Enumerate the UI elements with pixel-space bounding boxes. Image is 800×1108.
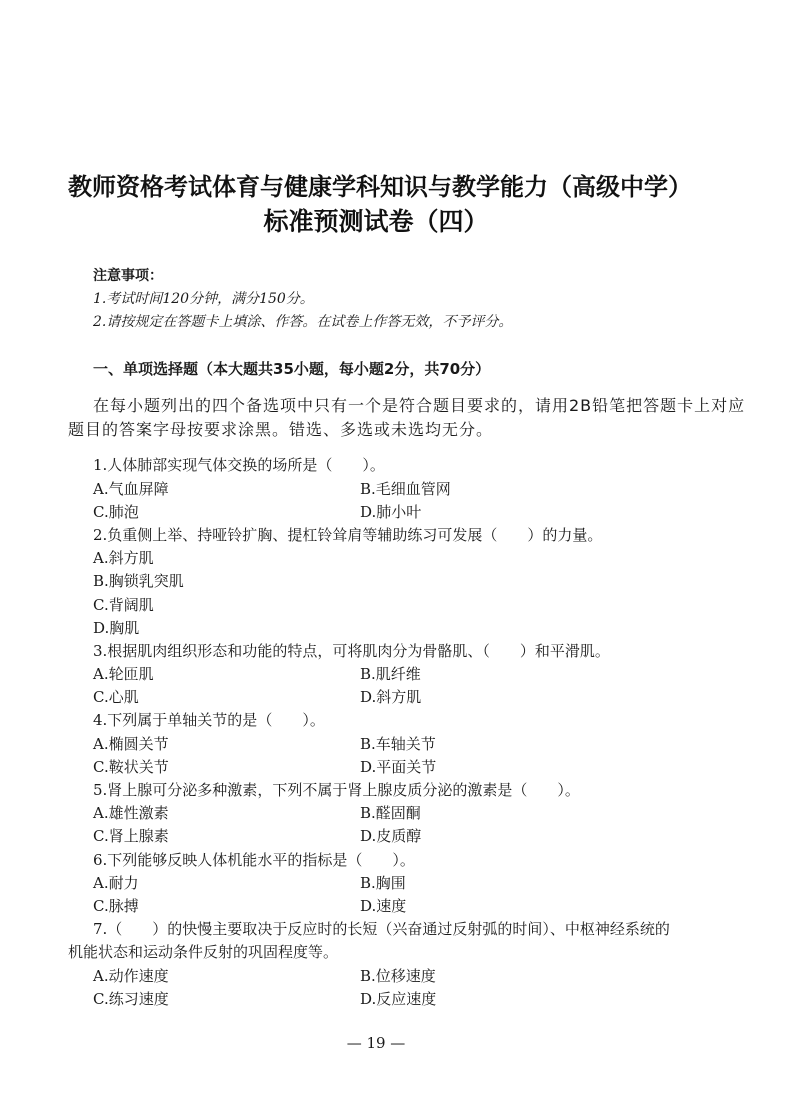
option-row bbox=[68, 872, 670, 895]
option-b: B.胸锁乳突肌 bbox=[93, 572, 184, 591]
option-b: B.醛固酮 bbox=[360, 804, 421, 823]
question-5 bbox=[68, 779, 670, 849]
option-d: D.反应速度 bbox=[360, 989, 437, 1008]
question-list bbox=[68, 454, 670, 1011]
paper-title: 教师资格考试体育与健康学科知识与教学能力（高级中学） bbox=[68, 173, 692, 201]
option-d: D.胸肌 bbox=[93, 618, 140, 637]
option-row bbox=[68, 733, 670, 756]
option-d: D.平面关节 bbox=[360, 757, 437, 776]
option-row bbox=[68, 965, 670, 988]
option-a: A.雄性激素 bbox=[93, 804, 169, 823]
option-c: C.肾上腺素 bbox=[93, 827, 169, 846]
option-row bbox=[68, 802, 670, 825]
option-b: B.毛细血管网 bbox=[360, 479, 451, 498]
question-7 bbox=[68, 918, 670, 1011]
option-c: C.练习速度 bbox=[93, 989, 169, 1008]
question-6 bbox=[68, 849, 670, 919]
option-a: A.椭圆关节 bbox=[93, 734, 169, 753]
paper-subtitle: 标准预测试卷（四） bbox=[263, 207, 489, 236]
option-d: D.肺小叶 bbox=[360, 502, 422, 521]
question-4 bbox=[68, 709, 670, 779]
option-row bbox=[68, 501, 670, 524]
question-3 bbox=[68, 640, 670, 710]
option-c: C.脉搏 bbox=[93, 896, 139, 915]
question-stem: 4.下列属于单轴关节的是（ ）。 bbox=[93, 711, 325, 730]
question-stem: 3.根据肌肉组织形态和功能的特点，可将肌肉分为骨骼肌、（ ）和平滑肌。 bbox=[93, 641, 610, 660]
notice-item-1: 1.考试时间120分钟，满分150分。 bbox=[93, 291, 314, 307]
notice-heading: 注意事项： bbox=[93, 268, 163, 284]
option-c: C.心肌 bbox=[93, 688, 139, 707]
question-stem: 1.人体肺部实现气体交换的场所是（ ）。 bbox=[93, 456, 385, 475]
question-stem: 6.下列能够反映人体机能水平的指标是（ ）。 bbox=[93, 850, 415, 869]
option-b: B.肌纤维 bbox=[360, 665, 421, 684]
option-d: D.皮质醇 bbox=[360, 827, 422, 846]
question-stem: 7.（ ）的快慢主要取决于反应时的长短（兴奋通过反射弧的时间）、中枢神经系统的 bbox=[93, 920, 670, 939]
option-row bbox=[68, 686, 670, 709]
option-a: A.气血屏障 bbox=[93, 479, 169, 498]
section-heading: 一、单项选择题（本大题共35小题，每小题2分，共70分） bbox=[93, 360, 491, 378]
option-c: C.鞍状关节 bbox=[93, 757, 169, 776]
option-row bbox=[68, 895, 670, 918]
page-number: — 19 — bbox=[346, 1034, 406, 1052]
instruction-line-1: 在每小题列出的四个备选项中只有一个是符合题目要求的，请用2B铅笔把答题卡上对应 bbox=[93, 396, 746, 415]
option-c: C.背阔肌 bbox=[93, 595, 154, 614]
option-b: B.胸围 bbox=[360, 873, 406, 892]
question-2 bbox=[68, 524, 670, 640]
option-row bbox=[68, 663, 670, 686]
option-d: D.斜方肌 bbox=[360, 688, 422, 707]
option-row bbox=[68, 825, 670, 848]
notice-block bbox=[93, 265, 512, 334]
option-b: B.位移速度 bbox=[360, 966, 436, 985]
option-a: A.动作速度 bbox=[93, 966, 169, 985]
option-a: A.轮匝肌 bbox=[93, 665, 154, 684]
option-b: B.车轴关节 bbox=[360, 734, 436, 753]
option-a: A.斜方肌 bbox=[93, 549, 154, 568]
question-stem: 2.负重侧上举、持哑铃扩胸、提杠铃耸肩等辅助练习可发展（ ）的力量。 bbox=[93, 525, 603, 544]
notice-item-2: 2.请按规定在答题卡上填涂、作答。在试卷上作答无效，不予评分。 bbox=[93, 314, 513, 330]
instruction-line-2: 题目的答案字母按要求涂黑。错选、多选或未选均无分。 bbox=[68, 420, 494, 439]
question-stem-continued: 机能状态和运动条件反射的巩固程度等。 bbox=[68, 943, 339, 962]
option-row bbox=[68, 988, 670, 1011]
question-stem: 5.肾上腺可分泌多种激素，下列不属于肾上腺皮质分泌的激素是（ ）。 bbox=[93, 781, 580, 800]
option-row bbox=[68, 756, 670, 779]
option-d: D.速度 bbox=[360, 896, 407, 915]
question-1 bbox=[68, 454, 670, 524]
option-a: A.耐力 bbox=[93, 873, 139, 892]
option-c: C.肺泡 bbox=[93, 502, 139, 521]
option-row bbox=[68, 478, 670, 501]
section-instruction bbox=[68, 394, 745, 442]
